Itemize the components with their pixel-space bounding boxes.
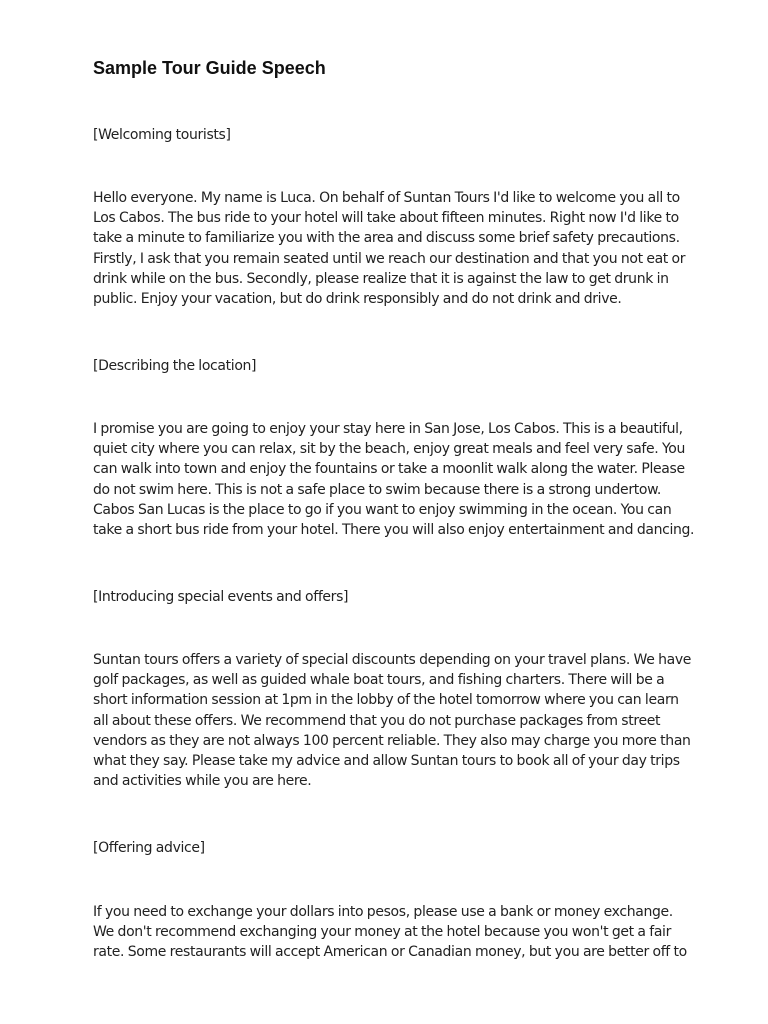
paragraph-line: Suntan tours offers a variety of special discounts depending on your travel plans. We have (93, 652, 692, 668)
paragraph-line: take a short bus ride from your hotel. There you will also enjoy entertainment and dancing. (93, 522, 695, 539)
paragraph-line: what they say. Please take my advice and allow Suntan tours to book all of your day trips (93, 753, 680, 770)
paragraph-line: If you need to exchange your dollars into pesos, please use a bank or money exchange. (93, 904, 673, 920)
paragraph-line: vendors as they are not always 100 percent reliable. They also may charge you more than (93, 732, 691, 749)
paragraph-line: rate. Some restaurants will accept American or Canadian money, but you are better off to (93, 944, 687, 961)
section-label-welcoming: [Welcoming tourists] (93, 127, 231, 143)
paragraph-line: all about these offers. We recommend that you do not purchase packages from street (93, 712, 661, 729)
paragraph-line: quiet city where you can relax, sit by the beach, enjoy great meals and feel very safe. You (93, 441, 686, 458)
paragraph-line: Cabos San Lucas is the place to go if you want to enjoy swimming in the ocean. You can (93, 501, 672, 518)
paragraph-line: Firstly, I ask that you remain seated until we reach our destination and that you not eat or (93, 250, 686, 267)
paragraph-line: can walk into town and enjoy the fountains or take a moonlit walk along the water. Please (93, 461, 685, 478)
paragraph-line: golf packages, as well as guided whale boat tours, and fishing charters. There will be a (93, 672, 665, 689)
paragraph-advice (93, 902, 718, 963)
paragraph-line: We don't recommend exchanging your money at the hotel because you won't get a fair (93, 924, 671, 941)
section-label-advice: [Offering advice] (93, 840, 205, 856)
paragraph-line: Hello everyone. My name is Luca. On behalf of Suntan Tours I'd like to welcome you all to (93, 190, 680, 206)
document-title: Sample Tour Guide Speech (93, 58, 326, 78)
paragraph-line: drink while on the bus. Secondly, please realize that it is against the law to get drunk in (93, 270, 669, 287)
section-label-location: [Describing the location] (93, 358, 257, 374)
paragraph-events (93, 650, 718, 791)
paragraph-line: public. Enjoy your vacation, but do drink responsibly and do not drink and drive. (93, 291, 622, 308)
paragraph-location (93, 419, 718, 540)
paragraph-line: do not swim here. This is not a safe place to swim because there is a strong undertow. (93, 481, 661, 498)
paragraph-line: I promise you are going to enjoy your stay here in San Jose, Los Cabos. This is a beautiful, (93, 421, 683, 437)
paragraph-line: Los Cabos. The bus ride to your hotel will take about fifteen minutes. Right now I'd like to (93, 210, 679, 227)
paragraph-line: short information session at 1pm in the lobby of the hotel tomorrow where you can learn (93, 692, 679, 709)
section-label-events: [Introducing special events and offers] (93, 589, 349, 605)
paragraph-line: and activities while you are here. (93, 773, 312, 790)
paragraph-line: take a minute to familiarize you with the area and discuss some brief safety precautions. (93, 230, 680, 247)
paragraph-welcoming (93, 188, 718, 309)
